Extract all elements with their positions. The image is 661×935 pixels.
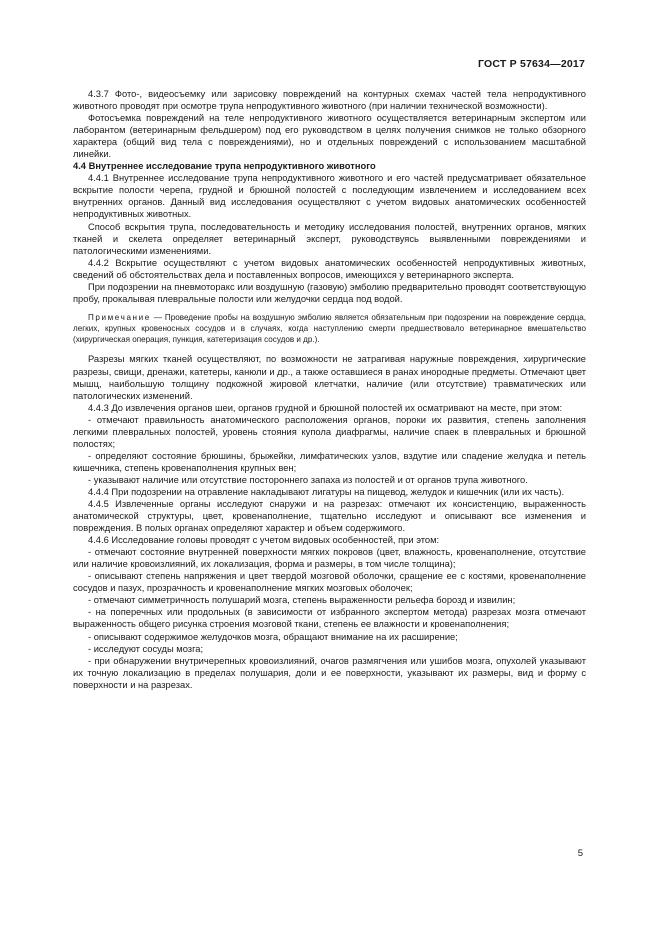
list-item: - описывают степень напряжения и цвет твердой мозговой оболочки, сращение ее с костями, кровенаполнение сосудов и пазух, прозрачность и кровенаполнение мягких мозговых оболочек;	[73, 571, 586, 594]
paragraph-incisions: Разрезы мягких тканей осуществляют, по возможности не затрагивая наружные повреждения, хирургические разрезы, свищи, дренажи, катетеры, канюли и др., а также оставшиеся в ранах инородные предметы. Отмечают цвет мышц, наибольшую толщину подкожной жировой клетчатки, наличие (или отсутствие) травматических или патологических изменений.	[73, 354, 586, 401]
paragraph-4-4-3: 4.4.3 До извлечения органов шеи, органов грудной и брюшной полостей их осматривают на месте, при этом:	[88, 402, 563, 413]
section-title-4-4: 4.4 Внутреннее исследование трупа непродуктивного животного	[73, 161, 376, 172]
paragraph-4-4-1: 4.4.1 Внутреннее исследование трупа непродуктивного животного и его частей предусматривает обязательное вскрытие полости черепа, грудной и брюшной полостей с последующим извлечением и исследованием всех внутренних органов. Данный вид исследования осуществляют с учетом видовых анатомических особенностей непродуктивных животных.	[73, 173, 586, 220]
document-body	[73, 88, 586, 691]
note-text: — Проведение пробы на воздушную эмболию является обязательным при подозрении на повреждение сердца, легких, крупных кровеносных сосудов и в случаях, когда наступлению смерти предшествовало ветеринарное вмешательство (хирургическая операция, пункция, катетеризация сосудов и др.).	[73, 312, 586, 345]
list-item: - отмечают состояние внутренней поверхности мягких покровов (цвет, влажность, кровенаполнение, отсутствие или наличие кровоизлияний, их локализация, форма и размеры, в том числе толщина);	[73, 547, 586, 570]
paragraph-4-3-7: 4.3.7 Фото-, видеосъемку или зарисовку повреждений на контурных схемах частей тела непродуктивного животного проводят при осмотре трупа непродуктивного животного (при наличии технической возможности).	[73, 89, 586, 112]
paragraph-4-4-6: 4.4.6 Исследование головы проводят с учетом видовых особенностей, при этом:	[88, 535, 440, 546]
list-item: - отмечают симметричность полушарий мозга, степень выраженности рельефа борозд и извилин;	[88, 595, 516, 606]
list-item: - указывают наличие или отсутствие постороннего запаха из полостей и от органов трупа животного.	[88, 474, 528, 485]
paragraph-4-4-2: 4.4.2 Вскрытие осуществляют с учетом видовых анатомических особенностей непродуктивных животных, сведений об обстоятельствах дела и поставленных вопросов, имеющихся у ветеринарного эксперта.	[73, 257, 586, 280]
list-item: - определяют состояние брюшины, брыжейки, лимфатических узлов, вздутие или спадение желудка и петель кишечника, степень кровенаполнения крупных вен;	[73, 450, 586, 473]
paragraph-photo: Фотосъемка повреждений на теле непродуктивного животного осуществляется ветеринарным экспертом или лаборантом (ветеринарным фельдшером) под его руководством в целях получения снимков не только обзорного характера (общий вид тела с повреждениями), но и отдельных повреждений с использованием масштабной линейки.	[73, 113, 586, 160]
page-number: 5	[577, 848, 583, 859]
document-header: ГОСТ Р 57634—2017	[477, 58, 585, 70]
list-item: - на поперечных или продольных (в зависимости от избранного экспертом метода) разрезах мозга отмечают выраженность общего рисунка строения мозговой ткани, степень ее влажности и кровенаполнения;	[73, 607, 586, 630]
note-label: Примечание	[88, 312, 151, 322]
note	[73, 312, 586, 346]
list-item: - исследуют сосуды мозга;	[88, 643, 204, 654]
paragraph-method: Способ вскрытия трупа, последовательность и методику исследования полостей, внутренних органов, мягких тканей и скелета определяет ветеринарный эксперт, руководствуясь выявленными повреждениями и патологическими изменениями.	[73, 221, 586, 256]
list-item: - отмечают правильность анатомического расположения органов, пороки их развития, степень заполнения легкими плевральных полостей, уровень стояния купола диафрагмы, наличие спаек в плевральных и брюшной полостях;	[73, 414, 586, 449]
paragraph-4-4-4: 4.4.4 При подозрении на отравление накладывают лигатуры на пищевод, желудок и кишечник (или их часть).	[88, 486, 565, 497]
paragraph-4-4-5: 4.4.5 Извлеченные органы исследуют снаружи и на разрезах: отмечают их консистенцию, выраженность анатомической структуры, цвет, кровенаполнение, тщательно исследуют и описывают все изменения и повреждения. В полых органах определяют характер и объем содержимого.	[73, 499, 586, 534]
list-item: - описывают содержимое желудочков мозга, обращают внимание на их расширение;	[88, 631, 458, 642]
paragraph-pneumothorax: При подозрении на пневмоторакс или воздушную (газовую) эмболию предварительно проводят соответствующую пробу, прокалывая плевральные полости или желудочки сердца под водой.	[73, 281, 586, 304]
list-item: - при обнаружении внутричерепных кровоизлияний, очагов размягчения или ушибов мозга, опухолей указывают их точную локализацию в пределах полушария, доли и ее поверхности, указывают их размеры, вид и форму с поверхности и на разрезах.	[73, 655, 586, 690]
